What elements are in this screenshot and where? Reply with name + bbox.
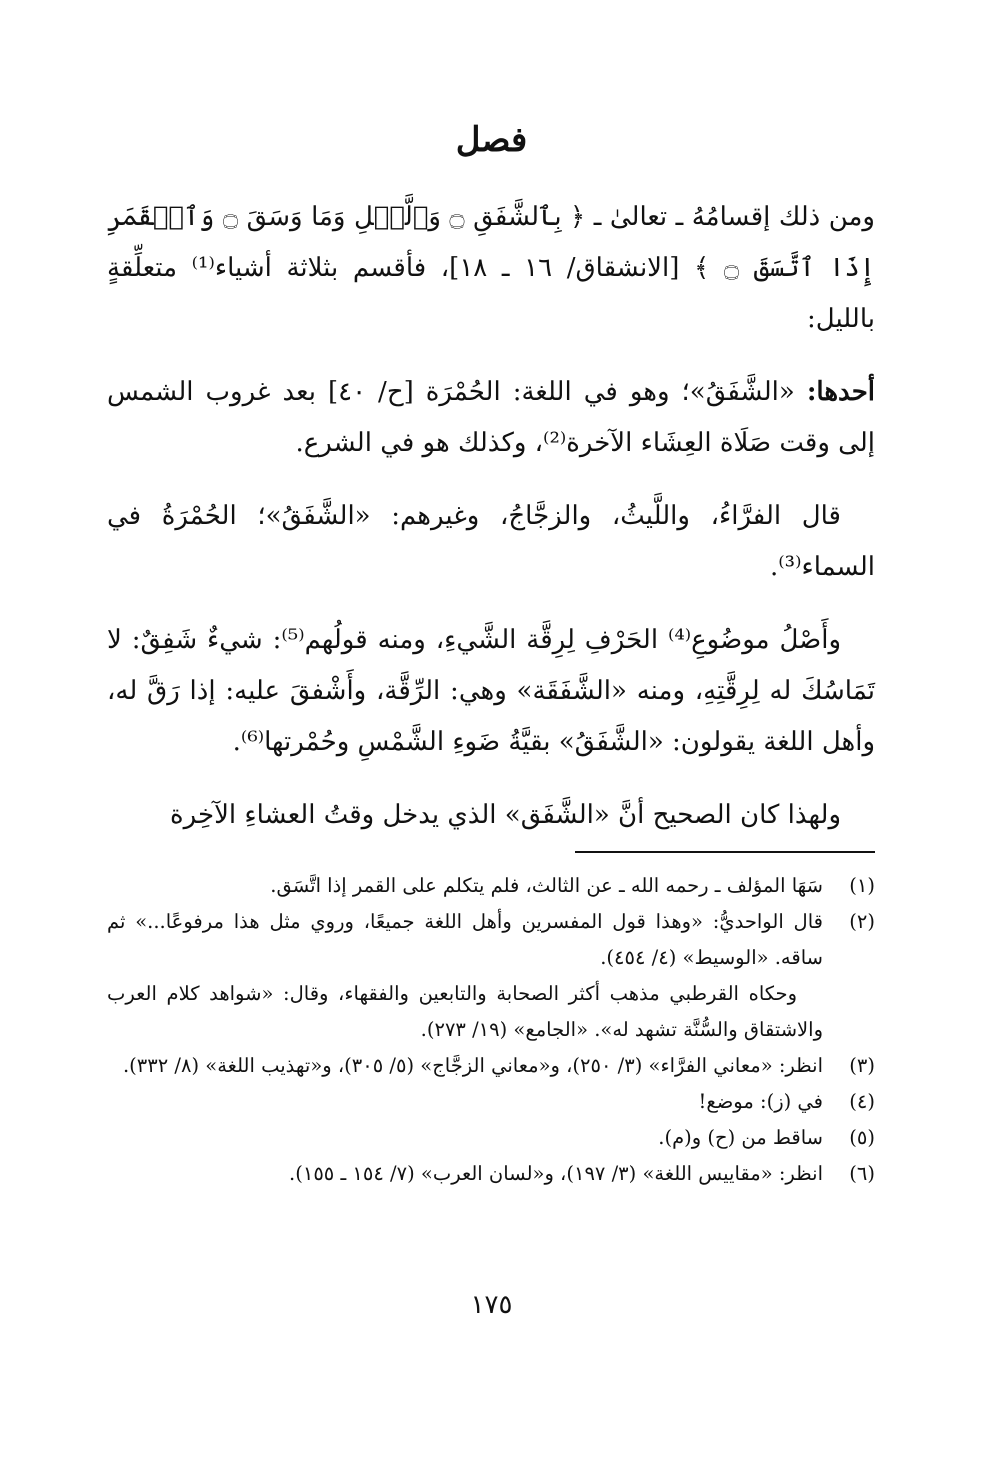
section-heading: فصل: [455, 120, 528, 160]
footnote-text: ساقط من (ح) و(م).: [658, 1126, 823, 1149]
footnote-item: [107, 1048, 875, 1084]
page-number: ١٧٥: [470, 1290, 513, 1320]
paragraph-root-meaning: وأَصْلُ موضُوعِ⁽⁴⁾ الحَرْفِ لِرِقَّة الشَّيءِ، ومنه قولُهم⁽⁵⁾: شيءٌ شَفِقٌ: لا تَمَاسُكَ له لِرِقَّتِهِ، ومنه «الشَّفَقَة» وهي: الرِّقَّة، وأَشْفقَ عليه: إذا رَقَّ له، وأهل اللغة يقولون: «الشَّفَقُ» بقيَّةُ ضَوءِ الشَّمْسِ وحُمْرتها⁽⁶⁾.: [107, 625, 875, 757]
footnote-text: في (ز): موضع!: [698, 1090, 823, 1113]
footnote-number: (١): [849, 874, 875, 897]
footnote-number: (٣): [849, 1054, 875, 1077]
footnote-number: (٤): [849, 1090, 875, 1113]
footnote-text: قال الواحديُّ: «وهذا قول المفسرين وأهل اللغة جميعًا، وروي مثل هذا مرفوعًا...» ثم ساقه. «الوسيط» (٤/ ٤٥٤).: [107, 910, 823, 969]
footnotes: [107, 868, 875, 1192]
paragraph-oath: ومن ذلك إقسامُهُ ـ تعالىٰ ـ ﴿ بِٱلشَّفَقِ ۝ وَٱلَّيۡلِ وَمَا وَسَقَ ۝ وَٱلۡقَمَرِ إِذَا ٱتَّسَقَ ۝ ﴾ [الانشقاق/ ١٦ ـ ١٨]، فأقسم بثلاثة أشياء⁽¹⁾ متعلِّقةٍ بالليل:: [107, 202, 876, 334]
main-text: [107, 192, 875, 863]
footnote-number: (٢): [849, 910, 875, 933]
paragraph-correct-view: ولهذا كان الصحيح أنَّ «الشَّفَق» الذي يدخل وقتُ العشاءِ الآخِرة: [170, 800, 841, 830]
footnote-text: انظر: «مقاييس اللغة» (٣/ ١٩٧)، و«لسان العرب» (٧/ ١٥٤ ـ ١٥٥).: [289, 1162, 823, 1185]
footnote-item: [107, 1120, 875, 1156]
footnote-item: [107, 1084, 875, 1120]
footnote-number: (٦): [849, 1162, 875, 1185]
footnote-continuation: وحكاه القرطبي مذهب أكثر الصحابة والتابعين والفقهاء، وقال: «شواهد كلام العرب والاشتقاق والسُّنَّة تشهد له». «الجامع» (١٩/ ٢٧٣).: [107, 982, 823, 1041]
footnote-item: [107, 904, 875, 976]
footnote-item: [107, 1156, 875, 1192]
footnote-text: سَهَا المؤلف ـ رحمه الله ـ عن الثالث، فلم يتكلم على القمر إذا اتَّسَق.: [270, 874, 823, 897]
footnote-separator: [575, 851, 875, 853]
footnote-number: (٥): [849, 1126, 875, 1149]
paragraph-first-thing: [107, 367, 875, 469]
paragraph-first-thing-text: «الشَّفَقُ»؛ وهو في اللغة: الحُمْرَة [ح/ ٤٠] بعد غروب الشمس إلى وقت صَلَاة العِشَاء الآخرة⁽²⁾، وكذلك هو في الشرع.: [107, 377, 875, 458]
paragraph-lead-word: أحدها:: [806, 377, 875, 407]
footnote-item: [107, 868, 875, 904]
paragraph-linguists: قال الفرَّاءُ، واللَّيثُ، والزجَّاجُ، وغيرهم: «الشَّفَقُ»؛ الحُمْرَةُ في السماء⁽³⁾.: [107, 501, 875, 582]
footnote-text: انظر: «معاني الفرَّاء» (٣/ ٢٥٠)، و«معاني الزجَّاج» (٥/ ٣٠٥)، و«تهذيب اللغة» (٨/ ٣٣٢).: [122, 1054, 823, 1077]
